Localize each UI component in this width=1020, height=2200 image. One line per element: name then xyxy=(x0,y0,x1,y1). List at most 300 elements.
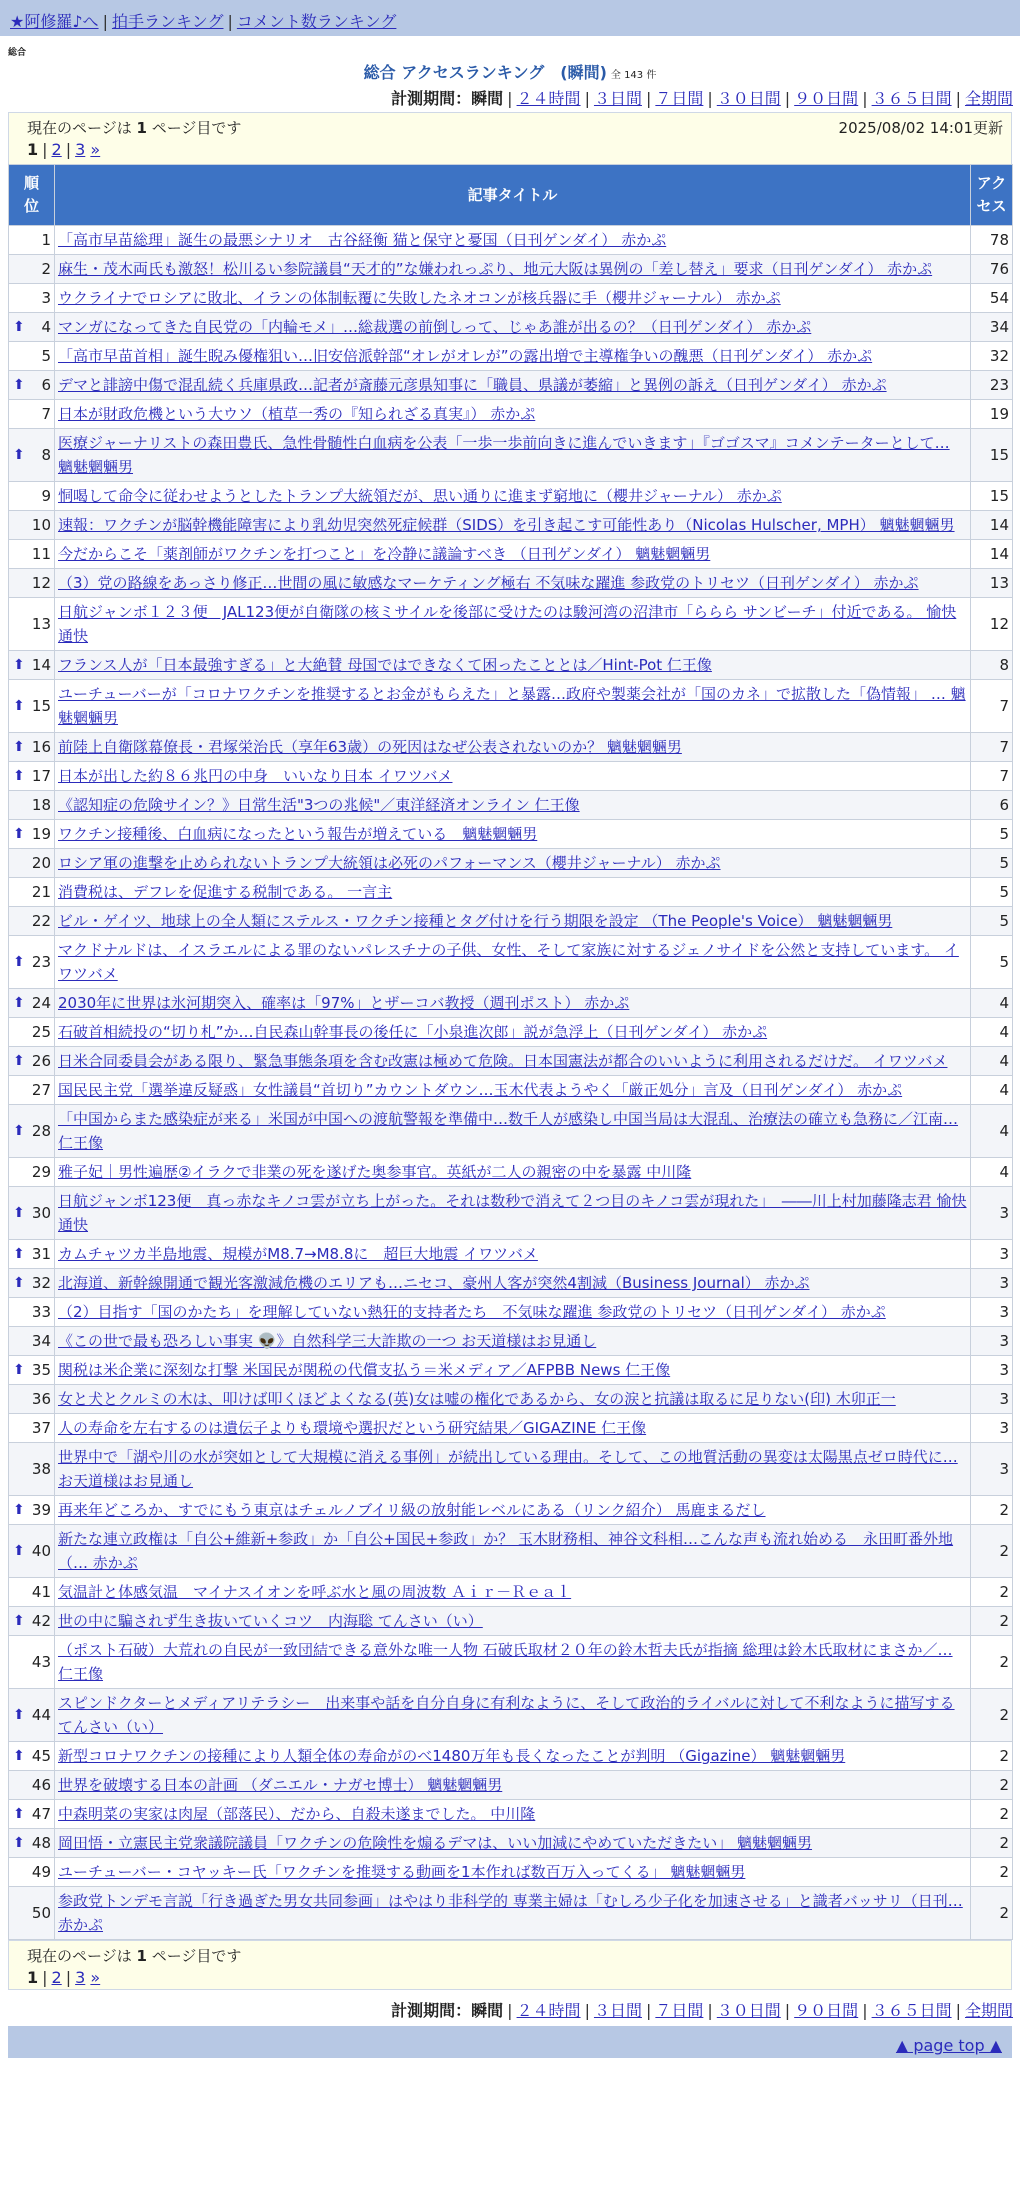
updated-time: 2025/08/02 14:01更新 xyxy=(838,119,1003,137)
rank-number: 47 xyxy=(31,1805,51,1823)
up-arrow-icon: ⬆ xyxy=(13,319,25,335)
period-current: 瞬間 xyxy=(471,2001,504,2020)
title-cell xyxy=(55,1829,971,1858)
title-cell xyxy=(55,907,971,936)
up-arrow-icon: ⬆ xyxy=(13,1707,25,1723)
title-cell xyxy=(55,1525,971,1578)
nav-separator: | xyxy=(227,12,233,31)
article-link[interactable]: 2030年に世界は氷河期突入、確率は「97%」とザーコバ教授（週刊ポスト） 赤かぷ xyxy=(58,994,630,1012)
article-link[interactable]: 日本が出した約８６兆円の中身 いいなり日本 イワツバメ xyxy=(58,767,453,785)
article-link[interactable]: 世界を破壊する日本の計画 （ダニエル・ナガセ博士） 魑魅魍魎男 xyxy=(58,1776,503,1794)
title-cell xyxy=(55,1385,971,1414)
table-row xyxy=(9,482,1013,511)
article-link[interactable]: 消費税は、デフレを促進する税制である。 一言主 xyxy=(58,883,393,901)
next-page-link[interactable]: » xyxy=(90,140,101,159)
title-cell xyxy=(55,989,971,1018)
rank-cell xyxy=(9,936,55,989)
rank-cell xyxy=(9,598,55,651)
title-cell xyxy=(55,511,971,540)
title-cell xyxy=(55,680,971,733)
up-arrow-icon: ⬆ xyxy=(13,698,25,714)
rank-cell xyxy=(9,1105,55,1158)
title-cell xyxy=(55,820,971,849)
access-count: 5 xyxy=(971,878,1013,907)
title-cell xyxy=(55,1636,971,1689)
access-count: 8 xyxy=(971,651,1013,680)
up-arrow-icon: ⬆ xyxy=(13,1543,25,1559)
table-row xyxy=(9,511,1013,540)
article-link[interactable]: 医療ジャーナリストの森田豊氏、急性骨髄性白血病を公表「一歩一歩前向きに進んでいきます」『ゴゴスマ』コメンテーターとして… 魑魅魍魎男 xyxy=(58,434,950,476)
rank-cell xyxy=(9,1443,55,1496)
table-row xyxy=(9,598,1013,651)
title-cell xyxy=(55,1105,971,1158)
page-link[interactable]: 2 xyxy=(51,140,62,159)
up-arrow-icon: ⬆ xyxy=(13,1502,25,1518)
rank-number: 15 xyxy=(31,697,51,715)
access-count: 5 xyxy=(971,907,1013,936)
access-count: 3 xyxy=(971,1240,1013,1269)
up-arrow-icon: ⬆ xyxy=(13,657,25,673)
rank-number: 13 xyxy=(31,615,51,633)
rank-cell xyxy=(9,878,55,907)
table-row xyxy=(9,1158,1013,1187)
rank-cell xyxy=(9,1240,55,1269)
table-row xyxy=(9,1607,1013,1636)
paging-box-top xyxy=(8,112,1012,164)
table-row xyxy=(9,1858,1013,1887)
period-separator: | xyxy=(584,89,590,108)
page-title-text: 総合 アクセスランキング (瞬間) xyxy=(363,63,607,82)
rank-number: 11 xyxy=(31,545,51,563)
article-link[interactable]: 速報：ワクチンが脳幹機能障害により乳幼児突然死症候群（SIDS）を引き起こす可能性あり（Nicolas Hulscher, MPH） 魑魅魍魎男 xyxy=(58,516,955,534)
title-cell xyxy=(55,1858,971,1887)
access-count: 4 xyxy=(971,1158,1013,1187)
page-status-post: ページ目です xyxy=(151,119,242,137)
ranking-table xyxy=(8,164,1013,1940)
period-option-link[interactable]: ３０日間 xyxy=(716,2001,781,2020)
page-top-link[interactable]: ▲ page top ▲ xyxy=(895,2036,1002,2055)
page-status-post: ページ目です xyxy=(151,1947,242,1965)
access-count: 3 xyxy=(971,1385,1013,1414)
article-link[interactable]: （3）党の路線をあっさり修正…世間の風に敏感なマーケティング極右 不気味な躍進 参政党のトリセツ（日刊ゲンダイ） 赤かぷ xyxy=(58,574,919,592)
article-link[interactable]: 北海道、新幹線開通で観光客激減危機のエリアも…ニセコ、豪州人客が突然4割減（Business Journal） 赤かぷ xyxy=(58,1274,810,1292)
access-count: 5 xyxy=(971,820,1013,849)
title-cell xyxy=(55,429,971,482)
rank-cell xyxy=(9,482,55,511)
page-link[interactable]: 3 xyxy=(75,1968,86,1987)
rank-cell xyxy=(9,371,55,400)
access-count: 15 xyxy=(971,482,1013,511)
table-row xyxy=(9,1443,1013,1496)
title-cell xyxy=(55,651,971,680)
rank-number: 46 xyxy=(31,1776,51,1794)
rank-number: 35 xyxy=(31,1361,51,1379)
page-status-pre: 現在のページは xyxy=(27,1947,132,1965)
period-option-link[interactable]: 全期間 xyxy=(964,2001,1013,2020)
table-row xyxy=(9,907,1013,936)
article-link[interactable]: 《この世で最も恐ろしい事実 👽》自然科学三大詐欺の一つ お天道様はお見通し xyxy=(58,1332,597,1350)
title-cell xyxy=(55,1578,971,1607)
article-link[interactable]: 「中国からまた感染症が来る」米国が中国への渡航警報を準備中…数千人が感染し中国当局は大混乱、治療法の確立も急務に／江南… 仁王像 xyxy=(58,1110,959,1152)
rank-cell xyxy=(9,1414,55,1443)
clap-ranking-link[interactable]: 拍手ランキング xyxy=(111,12,224,31)
rank-cell xyxy=(9,680,55,733)
period-option-link[interactable]: ７日間 xyxy=(655,89,704,108)
access-count: 4 xyxy=(971,1105,1013,1158)
access-count: 7 xyxy=(971,733,1013,762)
title-cell xyxy=(55,791,971,820)
up-arrow-icon: ⬆ xyxy=(13,1246,25,1262)
rank-number: 16 xyxy=(31,738,51,756)
article-link[interactable]: マクドナルドは、イスラエルによる罪のないパレスチナの子供、女性、そして家族に対するジェノサイドを公然と支持しています。 イワツバメ xyxy=(58,941,959,983)
access-count: 2 xyxy=(971,1771,1013,1800)
access-count: 4 xyxy=(971,1047,1013,1076)
page-status-num: 1 xyxy=(136,119,147,137)
rank-number: 14 xyxy=(31,656,51,674)
table-row xyxy=(9,1742,1013,1771)
rank-number: 24 xyxy=(31,994,51,1012)
ranking-table-body xyxy=(9,226,1013,1940)
access-count: 3 xyxy=(971,1327,1013,1356)
period-option-link[interactable]: ３日間 xyxy=(593,2001,642,2020)
article-link[interactable]: マンガになってきた自民党の「内輪モメ」…総裁選の前倒しって、じゃあ誰が出るの？（日刊ゲンダイ） 赤かぷ xyxy=(58,318,812,336)
title-cell xyxy=(55,313,971,342)
access-count: 2 xyxy=(971,1800,1013,1829)
article-link[interactable]: 新型コロナワクチンの接種により人類全体の寿命がのべ1480万年も長くなったことが判明 （Gigazine） 魑魅魍魎男 xyxy=(58,1747,846,1765)
current-page: 1 xyxy=(27,140,39,159)
table-row xyxy=(9,1187,1013,1240)
table-row xyxy=(9,429,1013,482)
article-link[interactable]: 《認知症の危険サイン？》日常生活"3つの兆候"／東洋経済オンライン 仁王像 xyxy=(58,796,580,814)
up-arrow-icon: ⬆ xyxy=(13,954,25,970)
rank-number: 25 xyxy=(31,1023,51,1041)
table-row xyxy=(9,1689,1013,1742)
access-count: 3 xyxy=(971,1414,1013,1443)
period-option-link[interactable]: ３６５日間 xyxy=(871,2001,952,2020)
rank-number: 44 xyxy=(31,1706,51,1724)
rank-cell xyxy=(9,1578,55,1607)
article-link[interactable]: 日米合同委員会がある限り、緊急事態条項を含む改憲は極めて危険。日本国憲法が都合のいいように利用されるだけだ。 イワツバメ xyxy=(58,1052,948,1070)
rank-cell xyxy=(9,1298,55,1327)
title-cell xyxy=(55,1298,971,1327)
page-status-pre: 現在のページは xyxy=(27,119,132,137)
rank-number: 31 xyxy=(31,1245,51,1263)
title-cell xyxy=(55,1076,971,1105)
page-link[interactable]: 3 xyxy=(75,140,86,159)
pager-bottom xyxy=(27,1968,993,1987)
title-cell xyxy=(55,878,971,907)
rank-number: 45 xyxy=(31,1747,51,1765)
rank-cell xyxy=(9,569,55,598)
rank-number: 49 xyxy=(31,1863,51,1881)
article-link[interactable]: 気温計と体感気温 マイナスイオンを呼ぶ水と風の周波数 Ａｉｒ－Ｒｅａｌ xyxy=(58,1583,572,1601)
article-link[interactable]: 「高市早苗首相」誕生睨み優権狙い…旧安倍派幹部“オレがオレが”の露出増で主導権争いの醜悪（日刊ゲンダイ） 赤かぷ xyxy=(58,347,873,365)
access-count: 3 xyxy=(971,1269,1013,1298)
article-link[interactable]: 前陸上自衛隊幕僚長・君塚栄治氏（享年63歳）の死因はなぜ公表されないのか？ 魑魅魍魎男 xyxy=(58,738,682,756)
title-cell xyxy=(55,1887,971,1940)
rank-cell xyxy=(9,820,55,849)
table-row xyxy=(9,762,1013,791)
rank-cell xyxy=(9,849,55,878)
table-row xyxy=(9,371,1013,400)
access-count: 54 xyxy=(971,284,1013,313)
table-row xyxy=(9,1240,1013,1269)
table-row xyxy=(9,1298,1013,1327)
article-link[interactable]: 恫喝して命令に従わせようとしたトランプ大統領だが、思い通りに進まず窮地に（櫻井ジャーナル） 赤かぷ xyxy=(58,487,782,505)
table-row xyxy=(9,936,1013,989)
page-status xyxy=(27,1945,993,1968)
rank-number: 38 xyxy=(31,1460,51,1478)
up-arrow-icon: ⬆ xyxy=(13,739,25,755)
page-link[interactable]: 2 xyxy=(51,1968,62,1987)
rank-number: 17 xyxy=(31,767,51,785)
table-row xyxy=(9,1327,1013,1356)
rank-number: 27 xyxy=(31,1081,51,1099)
period-option-link[interactable]: ３６５日間 xyxy=(871,89,952,108)
article-link[interactable]: 日本が財政危機という大ウソ（植草一秀の『知られざる真実』） 赤かぷ xyxy=(58,405,536,423)
rank-cell xyxy=(9,429,55,482)
table-row xyxy=(9,1496,1013,1525)
access-count: 2 xyxy=(971,1578,1013,1607)
title-cell xyxy=(55,255,971,284)
table-row xyxy=(9,1076,1013,1105)
period-option-link[interactable]: ３０日間 xyxy=(716,89,781,108)
period-separator: | xyxy=(784,89,791,108)
rank-cell xyxy=(9,733,55,762)
period-selector-bottom xyxy=(391,1998,1013,2021)
up-arrow-icon: ⬆ xyxy=(13,447,25,463)
article-link[interactable]: 世界中で「湖や川の水が突如として大規模に消える事例」が続出している理由。そして、この地質活動の異変は太陽黒点ゼロ時代に… お天道様はお見通し xyxy=(58,1448,958,1490)
period-separator: | xyxy=(645,2001,652,2020)
table-row xyxy=(9,1018,1013,1047)
article-link[interactable]: ウクライナでロシアに敗北、イランの体制転覆に失敗したネオコンが核兵器に手（櫻井ジャーナル） 赤かぷ xyxy=(58,289,781,307)
access-count: 32 xyxy=(971,342,1013,371)
article-link[interactable]: ビル・ゲイツ、地球上の全人類にステルス・ワクチン接種とタグ付けを行う期限を設定 （The People's Voice） 魑魅魍魎男 xyxy=(58,912,893,930)
rank-number: 28 xyxy=(31,1122,51,1140)
rank-number: 6 xyxy=(41,376,51,394)
title-cell xyxy=(55,849,971,878)
period-separator: | xyxy=(784,2001,791,2020)
rank-number: 40 xyxy=(31,1542,51,1560)
article-link[interactable]: ユーチューバー・コヤッキー氏「ワクチンを推奨する動画を1本作れば数百万入ってくる」 魑魅魍魎男 xyxy=(58,1863,746,1881)
title-header: 記事タイトル xyxy=(55,165,971,226)
article-link[interactable]: ユーチューバーが「コロナワクチンを推奨するとお金がもらえた」と暴露…政府や製薬会社が「国のカネ」で拡散した「偽情報」 … 魑魅魍魎男 xyxy=(58,685,966,727)
article-link[interactable]: 再来年どころか、すでにもう東京はチェルノブイリ級の放射能レベルにある（リンク紹介） 馬鹿まるだし xyxy=(58,1501,766,1519)
rank-cell xyxy=(9,1158,55,1187)
title-cell xyxy=(55,540,971,569)
up-arrow-icon: ⬆ xyxy=(13,1748,25,1764)
period-separator: | xyxy=(645,89,652,108)
table-row xyxy=(9,255,1013,284)
rank-cell xyxy=(9,400,55,429)
access-count: 2 xyxy=(971,1858,1013,1887)
access-count: 12 xyxy=(971,598,1013,651)
up-arrow-icon: ⬆ xyxy=(13,995,25,1011)
period-option-link[interactable]: ９０日間 xyxy=(794,89,859,108)
article-link[interactable]: スピンドクターとメディアリテラシー 出来事や話を自分自身に有利なように、そして政治的ライバルに対して不利なように描写する てんさい（い） xyxy=(58,1694,955,1736)
article-link[interactable]: （2）目指す「国のかたち」を理解していない熱狂的支持者たち 不気味な躍進 参政党のトリセツ（日刊ゲンダイ） 赤かぷ xyxy=(58,1303,886,1321)
article-link[interactable]: 新たな連立政権は「自公+維新+参政」か「自公+国民+参政」か？ 玉木財務相、神谷文科相…こんな声も流れ始める 永田町番外地（… 赤かぷ xyxy=(58,1530,954,1572)
article-link[interactable]: ロシア軍の進撃を止められないトランプ大統領は必死のパフォーマンス（櫻井ジャーナル） 赤かぷ xyxy=(58,854,721,872)
rank-number: 48 xyxy=(31,1834,51,1852)
rank-cell xyxy=(9,1689,55,1742)
up-arrow-icon: ⬆ xyxy=(13,1835,25,1851)
access-count: 2 xyxy=(971,1525,1013,1578)
up-arrow-icon: ⬆ xyxy=(13,1053,25,1069)
period-separator: | xyxy=(862,2001,868,2020)
access-count: 4 xyxy=(971,1018,1013,1047)
rank-number: 4 xyxy=(41,318,51,336)
paging-box-bottom xyxy=(8,1940,1012,1990)
article-link[interactable]: 麻生・茂木両氏も激怒！松川るい参院議員“天才的”な嫌われっぷり、地元大阪は異例の「差し替え」要求（日刊ゲンダイ） 赤かぷ xyxy=(58,260,933,278)
article-link[interactable]: 日航ジャンボ１２３便 JAL123便が自衛隊の核ミサイルを後部に受けたのは駿河湾の沼津市「ららら サンビーチ」付近である。 愉快通快 xyxy=(58,603,957,645)
rank-cell xyxy=(9,255,55,284)
access-header: アクセス xyxy=(971,165,1013,226)
title-cell xyxy=(55,1187,971,1240)
title-cell xyxy=(55,1742,971,1771)
article-link[interactable]: 関税は米企業に深刻な打撃 米国民が関税の代償支払う＝米メディア／AFPBB News 仁王像 xyxy=(58,1361,671,1379)
rank-cell xyxy=(9,762,55,791)
article-link[interactable]: 世の中に騙されず生き抜いていくコツ 内海聡 てんさい（い） xyxy=(58,1612,483,1630)
title-cell xyxy=(55,342,971,371)
table-row xyxy=(9,284,1013,313)
article-link[interactable]: 人の寿命を左右するのは遺伝子よりも環境や選択だという研究結果／GIGAZINE 仁王像 xyxy=(58,1419,647,1437)
table-row xyxy=(9,1771,1013,1800)
table-row xyxy=(9,1414,1013,1443)
rank-cell xyxy=(9,1269,55,1298)
title-cell xyxy=(55,1800,971,1829)
pager-separator: | xyxy=(65,140,72,159)
table-row xyxy=(9,733,1013,762)
period-option-link[interactable]: ２４時間 xyxy=(516,2001,581,2020)
access-count: 7 xyxy=(971,680,1013,733)
table-row xyxy=(9,791,1013,820)
table-row xyxy=(9,849,1013,878)
period-option-link[interactable]: ２４時間 xyxy=(516,89,581,108)
rank-cell xyxy=(9,1385,55,1414)
section-tag: 総合 xyxy=(8,48,27,58)
rank-number: 29 xyxy=(31,1163,51,1181)
rank-cell xyxy=(9,284,55,313)
rank-number: 7 xyxy=(41,405,51,423)
rank-cell xyxy=(9,1771,55,1800)
current-page: 1 xyxy=(27,1968,39,1987)
rank-cell xyxy=(9,1018,55,1047)
table-row xyxy=(9,989,1013,1018)
article-link[interactable]: 参政党トンデモ言説「行き過ぎた男女共同参画」はやはり非科学的 専業主婦は「むしろ少子化を加速させる」と識者バッサリ（日刊… 赤かぷ xyxy=(58,1892,963,1934)
article-link[interactable]: 雅子妃｜男性遍歴②イラクで非業の死を遂げた奥参事官。英紙が二人の親密の中を暴露 中川隆 xyxy=(58,1163,692,1181)
title-cell xyxy=(55,1018,971,1047)
next-page-link[interactable]: » xyxy=(90,1968,101,1987)
table-row xyxy=(9,1800,1013,1829)
article-link[interactable]: 女と犬とクルミの木は、叩けば叩くほどよくなる(英)女は嘘の権化であるから、女の涙と抗議は取るに足りない(印) 木卯正一 xyxy=(58,1390,896,1408)
table-row xyxy=(9,1636,1013,1689)
up-arrow-icon: ⬆ xyxy=(13,377,25,393)
rank-number: 9 xyxy=(41,487,51,505)
rank-number: 43 xyxy=(31,1653,51,1671)
article-link[interactable]: 石破首相続投の“切り札”か…自民森山幹事長の後任に「小泉進次郎」説が急浮上（日刊ゲンダイ） 赤かぷ xyxy=(58,1023,768,1041)
article-link[interactable]: 今だからこそ「薬剤師がワクチンを打つこと」を冷静に議論すべき （日刊ゲンダイ） 魑魅魍魎男 xyxy=(58,545,711,563)
pager-top xyxy=(27,140,993,159)
period-option-link[interactable]: ９０日間 xyxy=(794,2001,859,2020)
rank-number: 50 xyxy=(31,1904,51,1922)
rank-cell xyxy=(9,1187,55,1240)
access-count: 76 xyxy=(971,255,1013,284)
article-link[interactable]: （ポスト石破）大荒れの自民が一致団結できる意外な唯一人物 石破氏取材２０年の鈴木哲夫氏が指摘 総理は鈴木氏取材にまさか／… 仁王像 xyxy=(58,1641,953,1683)
rank-cell xyxy=(9,1858,55,1887)
total-count: 全 143 件 xyxy=(610,70,657,81)
article-link[interactable]: デマと誹謗中傷で混乱続く兵庫県政…記者が斎藤元彦県知事に「職員、県議が萎縮」と異例の訴え（日刊ゲンダイ） 赤かぷ xyxy=(58,376,887,394)
table-row xyxy=(9,680,1013,733)
article-link[interactable]: 日航ジャンボ123便 真っ赤なキノコ雲が立ち上がった。それは数秒で消えて２つ目のキノコ雲が現れた」 ――川上村加藤隆志君 愉快通快 xyxy=(58,1192,967,1234)
top-nav-bar xyxy=(0,0,1020,36)
access-count: 2 xyxy=(971,1742,1013,1771)
table-row xyxy=(9,342,1013,371)
up-arrow-icon: ⬆ xyxy=(13,768,25,784)
period-separator: | xyxy=(507,2001,513,2020)
article-link[interactable]: 岡田悟・立憲民主党衆議院議員「ワクチンの危険性を煽るデマは、いい加減にやめていただきたい」 魑魅魍魎男 xyxy=(58,1834,813,1852)
access-count: 3 xyxy=(971,1356,1013,1385)
period-separator: | xyxy=(955,89,961,108)
period-label: 計測期間： xyxy=(391,89,472,108)
title-cell xyxy=(55,569,971,598)
rank-cell xyxy=(9,651,55,680)
rank-number: 22 xyxy=(31,912,51,930)
title-cell xyxy=(55,1327,971,1356)
up-arrow-icon: ⬆ xyxy=(13,826,25,842)
access-count: 2 xyxy=(971,1636,1013,1689)
rank-cell xyxy=(9,1887,55,1940)
article-link[interactable]: ワクチン接種後、白血病になったという報告が増えている 魑魅魍魎男 xyxy=(58,825,538,843)
table-row xyxy=(9,540,1013,569)
access-count: 3 xyxy=(971,1187,1013,1240)
period-current: 瞬間 xyxy=(471,89,504,108)
period-option-link[interactable]: ３日間 xyxy=(593,89,642,108)
up-arrow-icon: ⬆ xyxy=(13,1362,25,1378)
rank-number: 34 xyxy=(31,1332,51,1350)
rank-number: 37 xyxy=(31,1419,51,1437)
access-count: 19 xyxy=(971,400,1013,429)
title-cell xyxy=(55,284,971,313)
table-row xyxy=(9,1525,1013,1578)
table-row xyxy=(9,313,1013,342)
table-row xyxy=(9,1356,1013,1385)
access-count: 6 xyxy=(971,791,1013,820)
article-link[interactable]: 「高市早苗総理」誕生の最悪シナリオ 古谷経衡 猫と保守と憂国（日刊ゲンダイ） 赤かぷ xyxy=(58,231,667,249)
home-link[interactable]: ★阿修羅♪へ xyxy=(10,12,99,31)
up-arrow-icon: ⬆ xyxy=(13,1205,25,1221)
rank-number: 2 xyxy=(41,260,51,278)
pager-separator: | xyxy=(65,1968,72,1987)
period-option-link[interactable]: ７日間 xyxy=(655,2001,704,2020)
article-link[interactable]: カムチャツカ半島地震、規模がM8.7→M8.8に 超巨大地震 イワツバメ xyxy=(58,1245,538,1263)
period-option-link[interactable]: 全期間 xyxy=(964,89,1013,108)
comment-ranking-link[interactable]: コメント数ランキング xyxy=(236,12,397,31)
rank-number: 19 xyxy=(31,825,51,843)
article-link[interactable]: 国民民主党「選挙違反疑惑」女性議員“首切り”カウントダウン…玉木代表ようやく「厳正処分」言及（日刊ゲンダイ） 赤かぷ xyxy=(58,1081,903,1099)
period-label: 計測期間： xyxy=(391,2001,472,2020)
rank-number: 39 xyxy=(31,1501,51,1519)
table-row xyxy=(9,400,1013,429)
pager-separator: | xyxy=(42,1968,48,1987)
footer-bar xyxy=(8,2026,1012,2058)
access-count: 2 xyxy=(971,1887,1013,1940)
article-link[interactable]: フランス人が「日本最強すぎる」と大絶賛 母国ではできなくて困ったこととは／Hint-Pot 仁王像 xyxy=(58,656,712,674)
access-count: 2 xyxy=(971,1829,1013,1858)
article-link[interactable]: 中森明菜の実家は肉屋（部落民）、だから、自殺未遂までした。 中川隆 xyxy=(58,1805,536,1823)
title-cell xyxy=(55,482,971,511)
title-cell xyxy=(55,733,971,762)
